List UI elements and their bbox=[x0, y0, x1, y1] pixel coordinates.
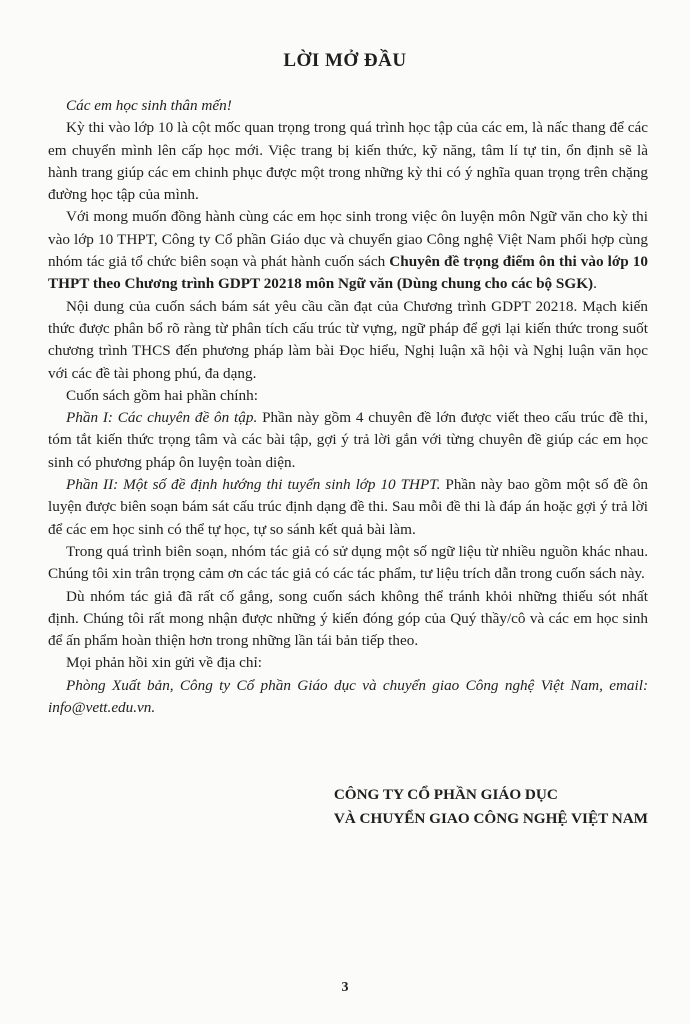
part-1-label: Phần I: Các chuyên đề ôn tập. bbox=[66, 409, 258, 427]
page-number: 3 bbox=[341, 980, 349, 995]
body-text bbox=[48, 95, 648, 719]
part-2-label: Phần II: Một số đề định hướng thi tuyển sinh lớp 10 THPT. bbox=[66, 476, 441, 494]
paragraph-purpose-start: Với mong muốn đồng hành cùng các em học sinh trong việc ôn luyện môn Ngữ văn cho kỳ thi vào lớp 10 THPT, Công ty Cổ phần Giáo dục và chuyển giao Công nghệ Việt Nam phối hợp cùng nhóm tác giả tổ chức biên soạn và phát hành cuốn sách bbox=[48, 208, 648, 271]
greeting: Các em học sinh thân mến! bbox=[66, 97, 232, 114]
book-title: Chuyên đề trọng điểm ôn thi vào lớp 10 THPT theo Chương trình GDPT 20218 môn Ngữ văn (Dùng chung cho các bộ SGK) bbox=[48, 253, 648, 293]
part-2-text: Phần này bao gồm một số đề ôn luyện được biên soạn bám sát cấu trúc định dạng đề thi. Sau mỗi đề thi là đáp án hoặc gợi ý trả lời để các em học sinh có thể tự học, tự so sánh kết quả bài làm. bbox=[48, 476, 649, 538]
part-1-text: Phần này gồm 4 chuyên đề lớn được viết theo cấu trúc đề thi, tóm tắt kiến thức trọng tâm và các bài tập, gợi ý trả lời gắn với từng chuyên đề giúp các em học sinh có phương pháp ôn luyện toàn diện. bbox=[48, 409, 648, 471]
paragraph-intro: Kỳ thi vào lớp 10 là cột mốc quan trọng trong quá trình học tập của các em, là nấc thang để các em chuyển mình lên cấp học mới. Việc trang bị kiến thức, kỹ năng, tâm lí tự tin, ổn định sẽ là hành trang giúp các em chinh phục được một trong những kỳ thi có ý nghĩa quan trọng trên chặng đường học tập của mình. bbox=[48, 119, 648, 204]
paragraph-part-2 bbox=[48, 474, 648, 541]
signature-line-2: VÀ CHUYỂN GIAO CÔNG NGHỆ VIỆT NAM bbox=[333, 810, 648, 827]
paragraph-feedback: Dù nhóm tác giả đã rất cố gắng, song cuốn sách không thể tránh khỏi những thiếu sót nhất định. Chúng tôi rất mong nhận được những ý kiến đóng góp của Quý thầy/cô và các em học sinh để ấn phẩm hoàn thiện hơn trong những lần tái bản tiếp theo. bbox=[48, 587, 648, 650]
paragraph-contact-intro: Mọi phản hồi xin gửi về địa chỉ: bbox=[66, 654, 262, 672]
paragraph-content: Nội dung của cuốn sách bám sát yêu cầu cần đạt của Chương trình GDPT 20218. Mạch kiến thức được phân bổ rõ ràng từ phân tích cấu trúc từ vựng, ngữ pháp để gợi lại kiến thức trong suốt chương trình THCS đến phương pháp làm bài Đọc hiểu, Nghị luận xã hội và Nghị luận văn học với các đề tài phong phú, đa dạng. bbox=[48, 297, 648, 382]
signature-block bbox=[334, 783, 648, 831]
paragraph-purpose-end: . bbox=[593, 275, 597, 293]
signature-line-1: CÔNG TY CỔ PHẦN GIÁO DỤC bbox=[333, 786, 558, 803]
paragraph-part-1 bbox=[48, 407, 648, 474]
paragraph-structure: Cuốn sách gồm hai phần chính: bbox=[66, 386, 258, 404]
paragraph-purpose bbox=[48, 206, 648, 295]
page-title: LỜI MỞ ĐẦU bbox=[283, 50, 407, 71]
paragraph-sources: Trong quá trình biên soạn, nhóm tác giả có sử dụng một số ngữ liệu từ nhiều nguồn khác nhau. Chúng tôi xin trân trọng cảm ơn các tác giả có các tác phẩm, tư liệu trích dẫn trong cuốn sách này. bbox=[48, 542, 648, 583]
contact-address: Phòng Xuất bản, Công ty Cổ phần Giáo dục và chuyển giao Công nghệ Việt Nam, email: info@vett.edu.vn. bbox=[48, 676, 648, 717]
paragraph-contact bbox=[48, 675, 648, 720]
